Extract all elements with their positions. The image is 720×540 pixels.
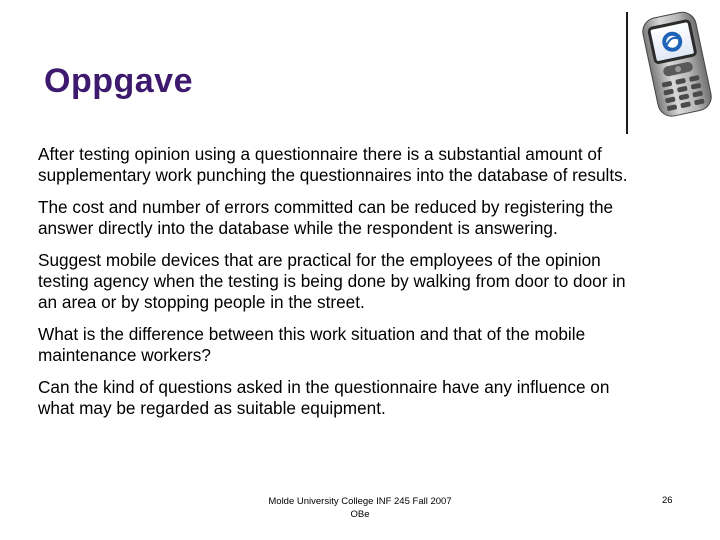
paragraph-suggest-devices: Suggest mobile devices that are practical for the employees of the opinion testing agency when the testing is being done by walking from door to door in an area or by stopping people in the street. [38, 250, 626, 312]
mobile-phone-icon [640, 8, 716, 120]
slide-title: Oppgave [44, 62, 193, 100]
page-number: 26 [662, 495, 673, 506]
slide-body [38, 144, 628, 430]
footer-author-initials: OBe [350, 509, 370, 520]
paragraph-data-entry-problem: After testing opinion using a questionnaire there is a substantial amount of supplementary work punching the questionnaires into the database of results. [38, 144, 628, 185]
footer-course-line: Molde University College INF 245 Fall 2007 [268, 496, 452, 507]
paragraph-direct-registration: The cost and number of errors committed can be reduced by registering the answer directly into the database while the respondent is answering. [38, 197, 614, 238]
vertical-divider [626, 12, 628, 134]
slide-footer [220, 495, 500, 521]
paragraph-work-situation-difference: What is the difference between this work situation and that of the mobile maintenance workers? [38, 324, 586, 365]
paragraph-question-influence: Can the kind of questions asked in the questionnaire have any influence on what may be regarded as suitable equipment. [38, 377, 610, 418]
